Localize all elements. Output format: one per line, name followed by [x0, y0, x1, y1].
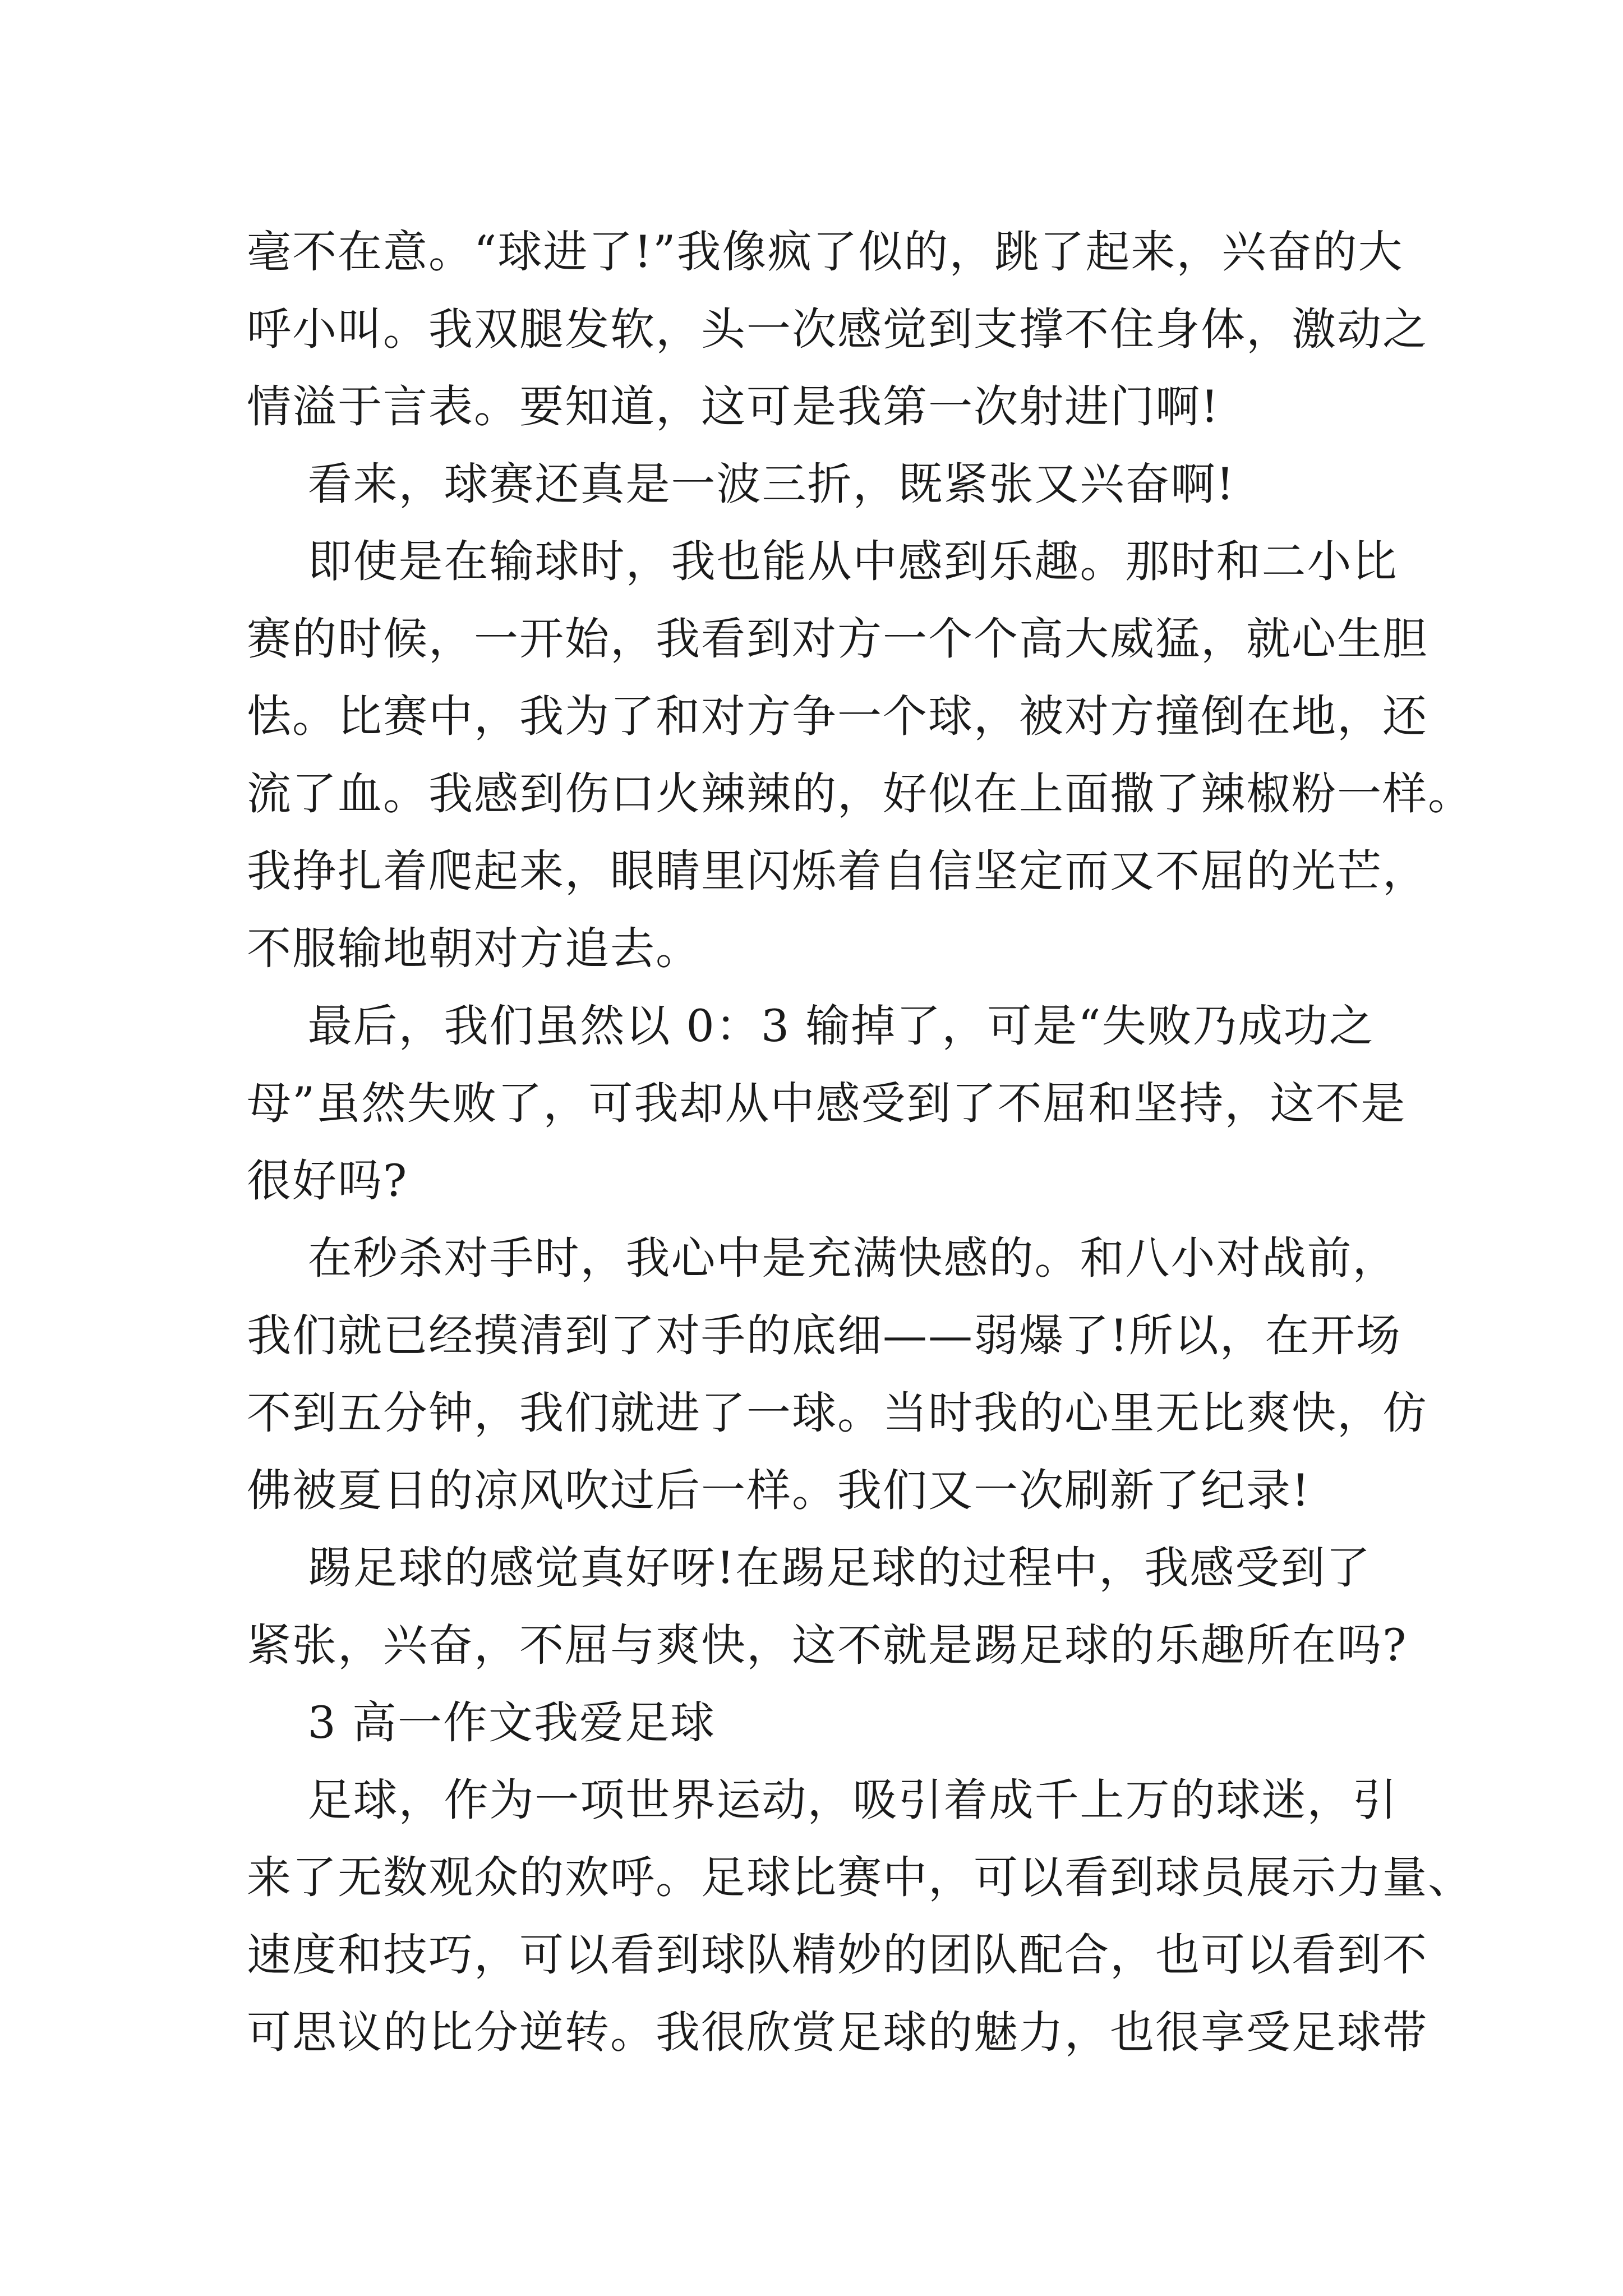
text-line: 足球，作为一项世界运动，吸引着成千上万的球迷，引 [247, 1774, 1398, 1826]
section-heading: 3 高一作文我爱足球 [247, 1697, 716, 1749]
text-line: 怯。比赛中，我为了和对方争一个球，被对方撞倒在地，还 [247, 691, 1428, 742]
text-line: 在秒杀对手时，我心中是充满快感的。和八小对战前， [247, 1232, 1398, 1284]
text-line: 佛被夏日的凉风吹过后一样。我们又一次刷新了纪录! [247, 1465, 1311, 1516]
text-line: 我挣扎着爬起来，眼睛里闪烁着自信坚定而又不屈的光芒， [247, 845, 1428, 897]
text-line: 呼小叫。我双腿发软，头一次感觉到支撑不住身体，激动之 [247, 303, 1428, 355]
text-line: 可思议的比分逆转。我很欣赏足球的魅力，也很享受足球带 [247, 2007, 1428, 2058]
text-line: 我们就已经摸清到了对手的底细——弱爆了!所以，在开场 [247, 1310, 1401, 1361]
document-body [247, 213, 1473, 2071]
text-line: 毫不在意。“球进了!”我像疯了似的，跳了起来，兴奋的大 [247, 226, 1404, 278]
text-line: 速度和技巧，可以看到球队精妙的团队配合，也可以看到不 [247, 1929, 1428, 1981]
text-line: 情溢于言表。要知道，这可是我第一次射进门啊! [247, 381, 1220, 432]
text-line: 母”虽然失败了，可我却从中感受到了不屈和坚持，这不是 [247, 1078, 1407, 1129]
text-line: 踢足球的感觉真好呀!在踢足球的过程中，我感受到了 [247, 1542, 1372, 1594]
text-line: 不到五分钟，我们就进了一球。当时我的心里无比爽快，仿 [247, 1387, 1428, 1439]
text-line: 看来，球赛还真是一波三折，既紧张又兴奋啊! [247, 458, 1235, 510]
text-line: 即使是在输球时，我也能从中感到乐趣。那时和二小比 [247, 536, 1398, 587]
text-line: 紧张，兴奋，不屈与爽快，这不就是踢足球的乐趣所在吗? [247, 1619, 1408, 1671]
text-line: 很好吗? [247, 1155, 408, 1207]
text-line: 最后，我们虽然以 0：3 输掉了，可是“失败乃成功之 [247, 1000, 1375, 1052]
text-line: 流了血。我感到伤口火辣辣的，好似在上面撒了辣椒粉一样。 [247, 768, 1473, 820]
text-line: 赛的时候，一开始，我看到对方一个个高大威猛，就心生胆 [247, 613, 1428, 665]
text-line: 来了无数观众的欢呼。足球比赛中，可以看到球员展示力量、 [247, 1852, 1473, 1903]
text-line: 不服输地朝对方追去。 [247, 923, 701, 974]
